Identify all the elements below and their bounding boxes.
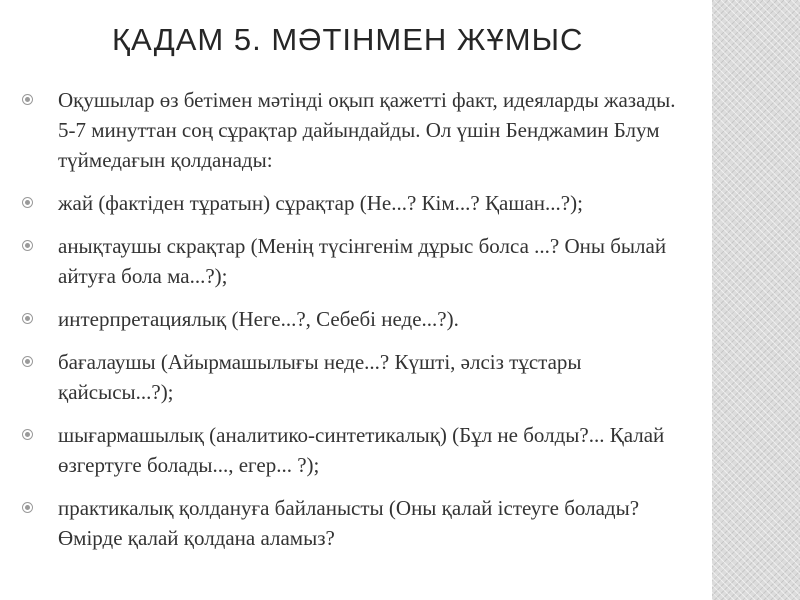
bullet-item bbox=[22, 304, 692, 334]
bullet-item bbox=[22, 347, 692, 407]
bullet-text: жай (фактіден тұратын) сұрақтар (Не...? Кім...? Қашан...?); bbox=[58, 191, 583, 215]
bullet-item bbox=[22, 420, 692, 480]
circle-bullet-icon bbox=[22, 502, 33, 513]
bullet-text: бағалаушы (Айырмашылығы неде...? Күшті, әлсіз тұстары қайсысы...?); bbox=[58, 350, 582, 404]
bullet-item bbox=[22, 188, 692, 218]
circle-bullet-icon bbox=[22, 240, 33, 251]
bullet-text: шығармашылық (аналитико-синтетикалық) (Бұл не болды?... Қалай өзгертуге болады..., егер... ?); bbox=[58, 423, 665, 477]
circle-bullet-icon bbox=[22, 356, 33, 367]
decorative-side-stripe bbox=[712, 0, 800, 600]
bullet-text: интерпретациялық (Неге...?, Себебі неде...?). bbox=[58, 307, 459, 331]
circle-bullet-icon bbox=[22, 94, 33, 105]
circle-bullet-icon bbox=[22, 429, 33, 440]
bullet-text: Оқушылар өз бетімен мәтінді оқып қажетті факт, идеяларды жазады. 5-7 минуттан соң сұрақтар дайындайды. Ол үшін Бенджамин Блум түймедағын қолданады: bbox=[58, 88, 676, 172]
circle-bullet-icon bbox=[22, 197, 33, 208]
bullet-item bbox=[22, 493, 692, 553]
bullet-text: практикалық қолдануға байланысты (Оны қалай істеуге болады? Өмірде қалай қолдана аламыз? bbox=[58, 496, 640, 550]
bullet-text: анықтаушы скрақтар (Менің түсінгенім дұрыс болса ...? Оны былай айтуға бола ма...?); bbox=[58, 234, 667, 288]
bullet-list bbox=[22, 85, 692, 566]
circle-bullet-icon bbox=[22, 313, 33, 324]
slide-title: ҚАДАМ 5. МӘТІНМЕН ЖҰМЫС bbox=[112, 22, 584, 57]
bullet-item bbox=[22, 231, 692, 291]
bullet-item bbox=[22, 85, 692, 175]
